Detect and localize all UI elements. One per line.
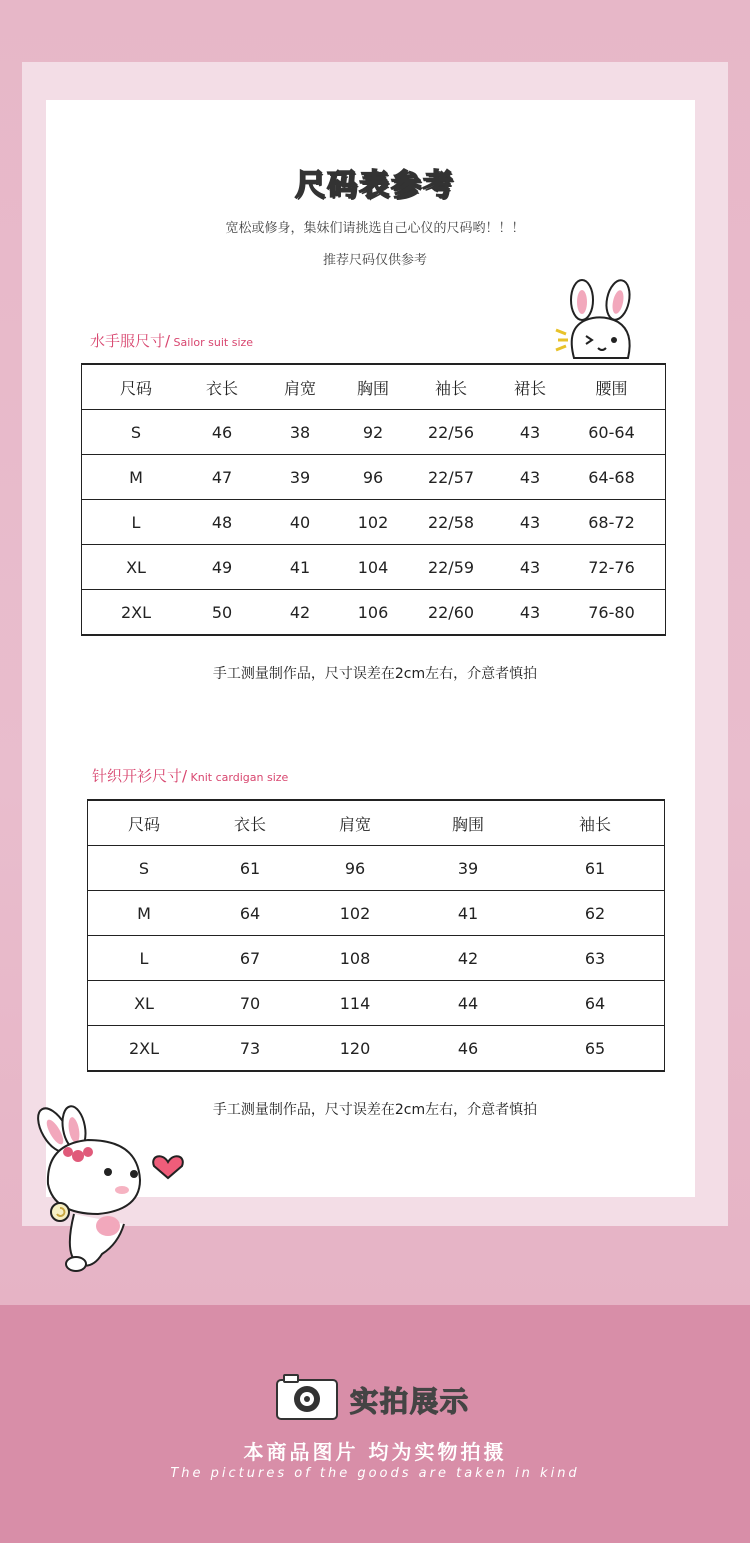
table-cell: 96 [300, 846, 410, 891]
table-cell: 106 [346, 590, 400, 635]
table-cell: 43 [502, 410, 558, 455]
table-cell: 39 [410, 846, 526, 891]
column-header: 胸围 [410, 801, 526, 846]
table-cell: 2XL [88, 1026, 200, 1071]
column-header: 袖长 [526, 801, 664, 846]
table-cell: 64 [526, 981, 664, 1026]
table-cell: 72-76 [558, 545, 665, 590]
footer-banner [0, 1305, 750, 1543]
table-cell: 64-68 [558, 455, 665, 500]
footer-title: 实拍展示 [350, 1385, 471, 1418]
column-header: 尺码 [88, 801, 200, 846]
table-row [88, 891, 664, 936]
table-cell: M [82, 455, 190, 500]
sailor-note: 手工测量制作品，尺寸误差在2cm左右，介意者慎拍 [212, 666, 538, 682]
camera-icon [276, 1374, 338, 1420]
table-cell: M [88, 891, 200, 936]
table-cell: L [82, 500, 190, 545]
table-cell: 22/58 [400, 500, 502, 545]
table-cell: 120 [300, 1026, 410, 1071]
table-row [82, 455, 665, 500]
table-row [88, 1026, 664, 1071]
table-cell: 114 [300, 981, 410, 1026]
table-row [82, 545, 665, 590]
sailor-section-label [90, 330, 253, 351]
table-cell: 40 [254, 500, 346, 545]
column-header: 裙长 [502, 365, 558, 410]
table-cell: 61 [526, 846, 664, 891]
table-row [88, 936, 664, 981]
table-cell: 22/57 [400, 455, 502, 500]
bunny-heart-icon [28, 1104, 188, 1274]
table-cell: 64 [200, 891, 300, 936]
column-header: 衣长 [200, 801, 300, 846]
footer-line-cn: 本商品图片 均为实物拍摄 [243, 1440, 507, 1464]
page-title: 尺码表参考 [295, 168, 455, 203]
table-cell: 50 [190, 590, 254, 635]
bunny-winking-icon [552, 278, 642, 364]
table-cell: 96 [346, 455, 400, 500]
table-cell: S [88, 846, 200, 891]
table-row [82, 590, 665, 635]
table-cell: 22/59 [400, 545, 502, 590]
column-header: 尺码 [82, 365, 190, 410]
sailor-header-row [82, 365, 665, 410]
table-cell: 61 [200, 846, 300, 891]
table-cell: 92 [346, 410, 400, 455]
table-cell: 41 [254, 545, 346, 590]
table-cell: 108 [300, 936, 410, 981]
table-cell: XL [82, 545, 190, 590]
sailor-label-cn: 水手服尺寸/ [90, 332, 171, 350]
cardigan-note: 手工测量制作品，尺寸误差在2cm左右，介意者慎拍 [212, 1102, 538, 1118]
column-header: 袖长 [400, 365, 502, 410]
table-cell: 104 [346, 545, 400, 590]
table-cell: 43 [502, 500, 558, 545]
cardigan-section-label [92, 765, 288, 786]
table-cell: 22/56 [400, 410, 502, 455]
table-cell: XL [88, 981, 200, 1026]
cardigan-label-cn: 针织开衫尺寸/ [92, 767, 188, 785]
table-row [82, 500, 665, 545]
table-cell: 63 [526, 936, 664, 981]
footer-line-en: The pictures of the goods are taken in kind [170, 1466, 580, 1481]
table-cell: 49 [190, 545, 254, 590]
sailor-size-table [82, 364, 665, 635]
table-row [88, 981, 664, 1026]
table-row [82, 410, 665, 455]
table-cell: 60-64 [558, 410, 665, 455]
table-cell: 41 [410, 891, 526, 936]
heart-icon [153, 1156, 183, 1178]
subtitle-intro: 宽松或修身，集妹们请挑选自己心仪的尺码哟！！！ [225, 221, 525, 236]
table-cell: 102 [346, 500, 400, 545]
table-cell: 38 [254, 410, 346, 455]
table-cell: 43 [502, 590, 558, 635]
table-cell: 47 [190, 455, 254, 500]
table-cell: 44 [410, 981, 526, 1026]
cardigan-header-row [88, 801, 664, 846]
table-cell: 46 [410, 1026, 526, 1071]
table-cell: 42 [254, 590, 346, 635]
column-header: 胸围 [346, 365, 400, 410]
column-header: 衣长 [190, 365, 254, 410]
table-row [88, 846, 664, 891]
table-cell: 65 [526, 1026, 664, 1071]
sailor-label-en: Sailor suit size [170, 336, 254, 349]
cardigan-size-table [88, 800, 664, 1071]
table-cell: 43 [502, 455, 558, 500]
cardigan-label-en: Knit cardigan size [187, 771, 289, 784]
column-header: 肩宽 [254, 365, 346, 410]
table-cell: 73 [200, 1026, 300, 1071]
table-cell: 68-72 [558, 500, 665, 545]
table-cell: 42 [410, 936, 526, 981]
table-cell: 22/60 [400, 590, 502, 635]
table-cell: 39 [254, 455, 346, 500]
table-cell: 43 [502, 545, 558, 590]
subtitle-reference: 推荐尺码仅供参考 [322, 253, 427, 268]
column-header: 腰围 [558, 365, 665, 410]
table-cell: 70 [200, 981, 300, 1026]
table-cell: L [88, 936, 200, 981]
table-cell: 2XL [82, 590, 190, 635]
table-cell: 102 [300, 891, 410, 936]
table-cell: 76-80 [558, 590, 665, 635]
column-header: 肩宽 [300, 801, 410, 846]
table-cell: S [82, 410, 190, 455]
table-cell: 62 [526, 891, 664, 936]
table-cell: 48 [190, 500, 254, 545]
table-cell: 46 [190, 410, 254, 455]
table-cell: 67 [200, 936, 300, 981]
